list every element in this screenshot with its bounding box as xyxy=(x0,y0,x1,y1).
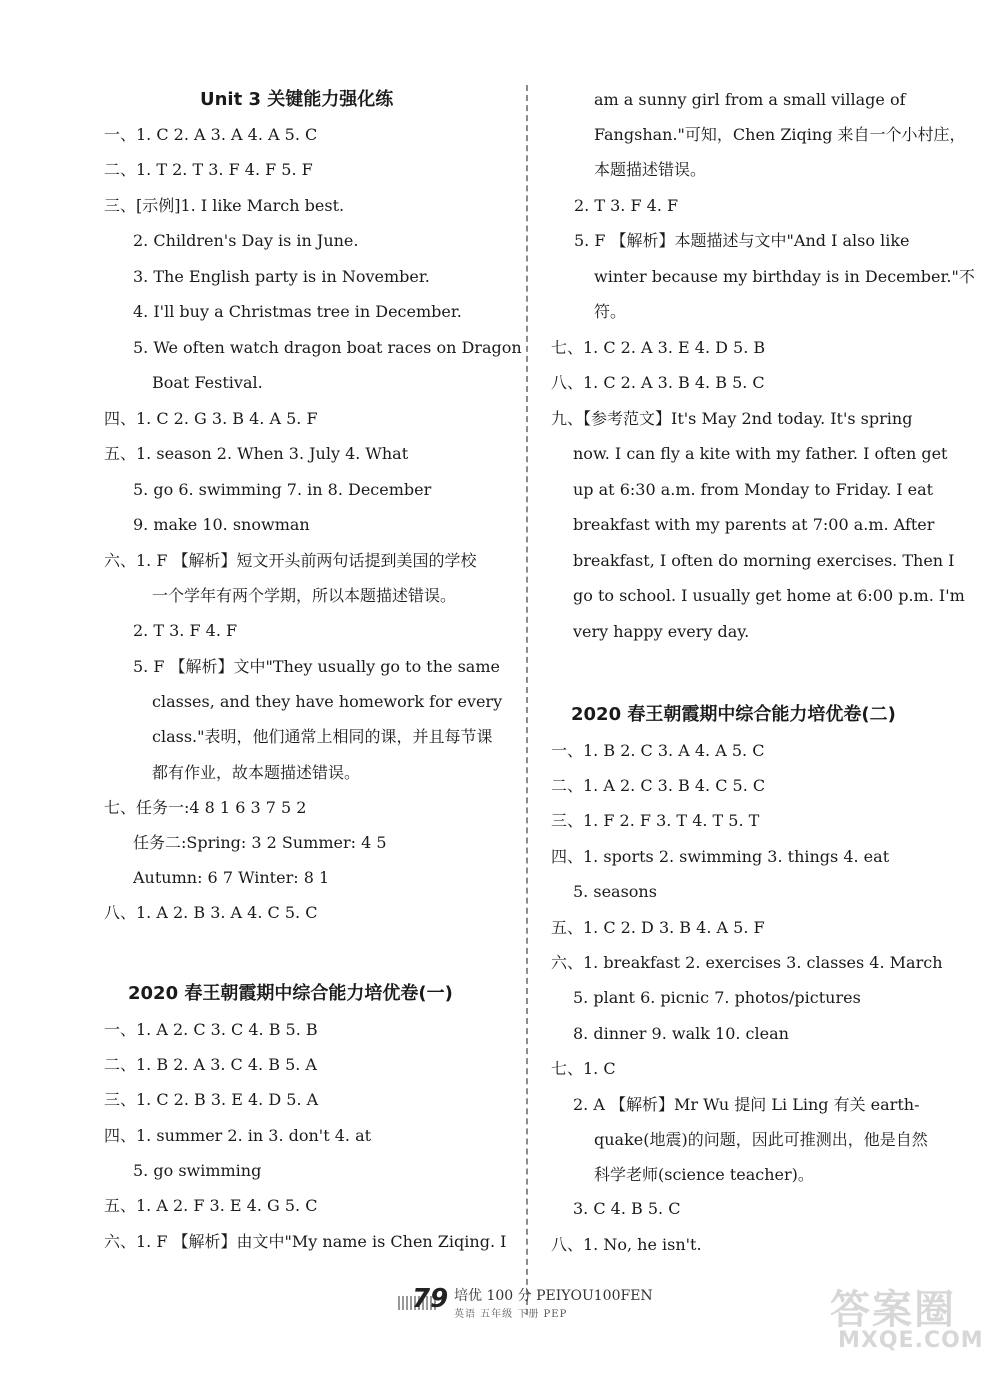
answer-line: 三、[示例]1. I like March best. xyxy=(104,196,345,215)
answer-line: 六、1. F 【解析】短文开头前两句话提到美国的学校 xyxy=(104,551,477,570)
watermark xyxy=(830,1278,990,1368)
answer-line: 七、1. C 2. A 3. E 4. D 5. B xyxy=(551,338,766,357)
answer-line: 四、1. sports 2. swimming 3. things 4. eat xyxy=(551,847,890,866)
answer-line: 二、1. T 2. T 3. F 4. F 5. F xyxy=(104,160,313,179)
answer-line: 八、1. C 2. A 3. B 4. B 5. C xyxy=(551,373,765,392)
footer-subtitle: 英语 五年级 下册 PEP xyxy=(454,1309,568,1320)
answer-line: Autumn: 6 7 Winter: 8 1 xyxy=(133,868,330,887)
answer-line: 4. I'll buy a Christmas tree in December. xyxy=(133,302,462,321)
answer-line: 四、1. summer 2. in 3. don't 4. at xyxy=(104,1126,372,1145)
answer-line: 5. F 【解析】文中"They usually go to the same xyxy=(133,657,500,676)
answer-line: 9. make 10. snowman xyxy=(133,515,310,534)
answer-line: 5. seasons xyxy=(573,882,657,901)
answer-line: 五、1. C 2. D 3. B 4. A 5. F xyxy=(551,918,765,937)
answer-line: 8. dinner 9. walk 10. clean xyxy=(573,1024,789,1043)
answer-line: 5. go swimming xyxy=(133,1161,262,1180)
answer-line: 5. F 【解析】本题描述与文中"And I also like xyxy=(574,231,910,250)
answer-line: breakfast, I often do morning exercises. Then I xyxy=(573,551,955,570)
exam1-title: 2020 春王朝霞期中综合能力培优卷(一) xyxy=(128,983,453,1004)
answer-line: 2. T 3. F 4. F xyxy=(133,621,238,640)
page-number: 79 xyxy=(412,1284,449,1314)
answer-line: 2. T 3. F 4. F xyxy=(574,196,679,215)
watermark-sub: MXQE.COM xyxy=(838,1328,984,1353)
answer-line: 六、1. F 【解析】由文中"My name is Chen Ziqing. I xyxy=(104,1232,507,1251)
answer-line: 七、任务一:4 8 1 6 3 7 5 2 xyxy=(104,798,307,817)
answer-line: winter because my birthday is in December."不 xyxy=(594,267,975,286)
answer-line: am a sunny girl from a small village of xyxy=(594,90,906,109)
column-divider xyxy=(526,85,528,1315)
answer-line: 一、1. A 2. C 3. C 4. B 5. B xyxy=(104,1020,318,1039)
answer-line: 二、1. A 2. C 3. B 4. C 5. C xyxy=(551,776,766,795)
answer-line: 科学老师(science teacher)。 xyxy=(594,1165,814,1184)
answer-line: 一、1. C 2. A 3. A 4. A 5. C xyxy=(104,125,318,144)
answer-line: class."表明，他们通常上相同的课，并且每节课 xyxy=(152,727,493,746)
answer-line: Fangshan."可知，Chen Ziqing 来自一个小村庄， xyxy=(594,125,966,144)
unit3-title: Unit 3 关键能力强化练 xyxy=(200,89,394,110)
answer-line: 五、1. A 2. F 3. E 4. G 5. C xyxy=(104,1196,318,1215)
answer-line: quake(地震)的问题，因此可推测出，他是自然 xyxy=(594,1130,928,1149)
answer-line: 七、1. C xyxy=(551,1059,616,1078)
answer-line: 一个学年有两个学期，所以本题描述错误。 xyxy=(152,586,457,605)
answer-line: 任务二:Spring: 3 2 Summer: 4 5 xyxy=(133,833,387,852)
answer-line: 5. go 6. swimming 7. in 8. December xyxy=(133,480,432,499)
answer-line: 3. The English party is in November. xyxy=(133,267,430,286)
answer-line: 3. C 4. B 5. C xyxy=(573,1199,681,1218)
answer-line: very happy every day. xyxy=(573,622,750,641)
answer-line: 二、1. B 2. A 3. C 4. B 5. A xyxy=(104,1055,317,1074)
answer-line: 都有作业，故本题描述错误。 xyxy=(152,763,361,782)
exam2-title: 2020 春王朝霞期中综合能力培优卷(二) xyxy=(571,704,896,725)
answer-line: 本题描述错误。 xyxy=(594,160,707,179)
answer-line: 三、1. F 2. F 3. T 4. T 5. T xyxy=(551,811,760,830)
answer-line: Boat Festival. xyxy=(152,373,263,392)
answer-line: 九、【参考范文】It's May 2nd today. It's spring xyxy=(551,409,913,428)
answer-line: breakfast with my parents at 7:00 a.m. After xyxy=(573,515,935,534)
watermark-main: 答案圈 xyxy=(830,1287,956,1333)
answer-line: up at 6:30 a.m. from Monday to Friday. I eat xyxy=(573,480,934,499)
answer-line: 三、1. C 2. B 3. E 4. D 5. A xyxy=(104,1090,319,1109)
answer-line: classes, and they have homework for every xyxy=(152,692,503,711)
footer-brand: 培优 100 分 PEIYOU100FEN xyxy=(454,1288,653,1304)
answer-line: 一、1. B 2. C 3. A 4. A 5. C xyxy=(551,741,765,760)
answer-line: 5. plant 6. picnic 7. photos/pictures xyxy=(573,988,861,1007)
answer-line: 2. Children's Day is in June. xyxy=(133,231,359,250)
answer-line: now. I can fly a kite with my father. I often get xyxy=(573,444,948,463)
answer-line: 四、1. C 2. G 3. B 4. A 5. F xyxy=(104,409,318,428)
answer-line: 八、1. A 2. B 3. A 4. C 5. C xyxy=(104,903,318,922)
answer-line: 八、1. No, he isn't. xyxy=(551,1235,702,1254)
answer-line: 符。 xyxy=(594,302,627,321)
answer-line: 5. We often watch dragon boat races on Dragon xyxy=(133,338,522,357)
answer-line: 2. A 【解析】Mr Wu 提问 Li Ling 有关 earth- xyxy=(573,1095,920,1114)
answer-line: 五、1. season 2. When 3. July 4. What xyxy=(104,444,409,463)
answer-line: 六、1. breakfast 2. exercises 3. classes 4. March xyxy=(551,953,943,972)
answer-line: go to school. I usually get home at 6:00 p.m. I'm xyxy=(573,586,965,605)
